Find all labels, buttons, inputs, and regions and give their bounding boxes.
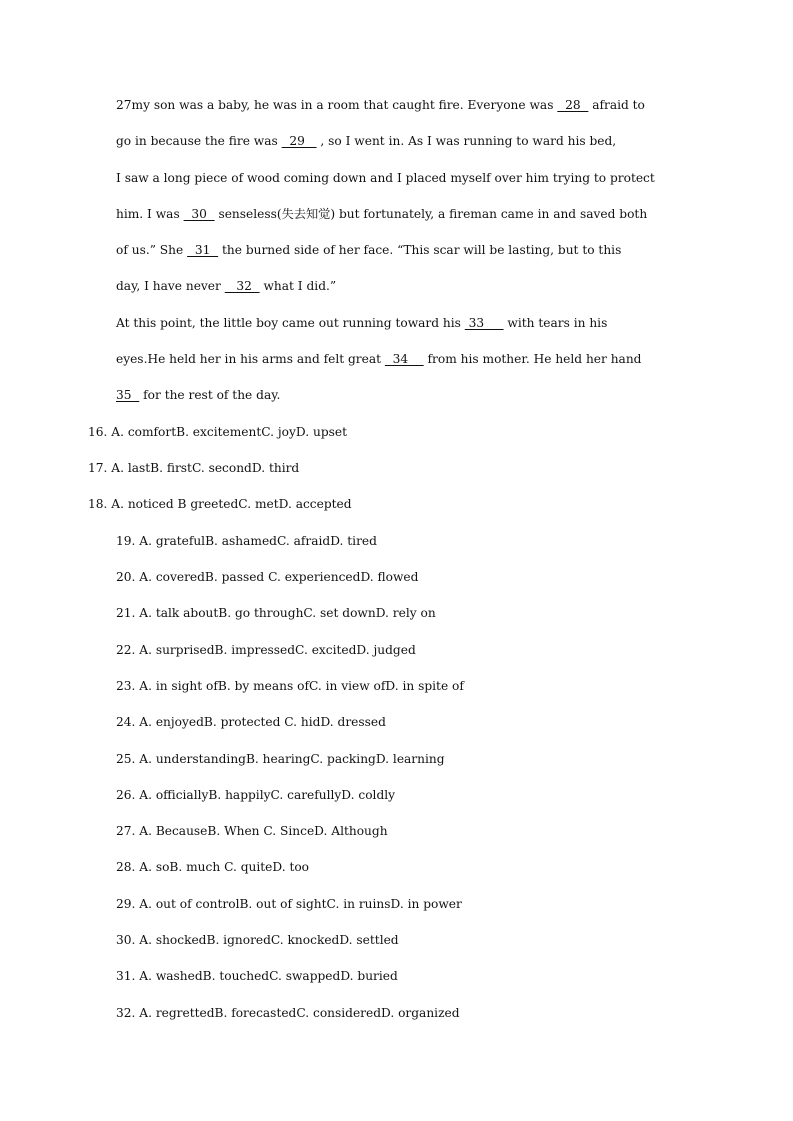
- question-item: [116, 640, 416, 660]
- question-number: 25.: [116, 752, 136, 766]
- answer-blank: 28: [557, 98, 589, 112]
- question-item: [88, 494, 352, 514]
- question-number: 23.: [116, 679, 136, 693]
- passage-text: with tears in his: [503, 316, 608, 330]
- passage-text: my son was a baby, he was in a room that caught fire. Everyone was: [131, 98, 558, 112]
- question-number: 32.: [116, 1006, 136, 1020]
- question-item: [116, 930, 399, 950]
- question-number: 18.: [88, 497, 108, 511]
- answer-blank: 33: [464, 316, 504, 330]
- passage-line: [116, 204, 696, 224]
- question-options: A. talk aboutB. go throughC. set downD. rely on: [139, 606, 436, 620]
- passage-text: for the rest of the day.: [139, 388, 281, 402]
- passage-line: [116, 313, 696, 333]
- question-item: [88, 422, 347, 442]
- passage-text: eyes.He held her in his arms and felt great: [116, 352, 385, 366]
- answer-blank: 30: [183, 207, 215, 221]
- passage-text: afraid to: [588, 98, 645, 112]
- passage-text: At this point, the little boy came out running toward his: [116, 316, 465, 330]
- answer-blank: 34: [384, 352, 424, 366]
- passage-text: 27: [116, 98, 132, 112]
- question-options: A. soB. much C. quiteD. too: [139, 860, 310, 874]
- question-number: 21.: [116, 606, 136, 620]
- question-number: 20.: [116, 570, 136, 584]
- question-options: A. BecauseB. When C. SinceD. Although: [139, 824, 388, 838]
- passage-text: of us.” She: [116, 243, 188, 257]
- question-number: 17.: [88, 461, 108, 475]
- question-number: 24.: [116, 715, 136, 729]
- question-options: A. shockedB. ignoredC. knockedD. settled: [139, 933, 399, 947]
- question-item: [116, 749, 445, 769]
- passage-text: go in because the fire was: [116, 134, 282, 148]
- question-item: [116, 821, 388, 841]
- question-options: A. out of controlB. out of sightC. in ruinsD. in power: [139, 897, 462, 911]
- passage-line: [116, 240, 696, 260]
- question-options: A. officiallyB. happilyC. carefullyD. coldly: [139, 788, 396, 802]
- answer-blank: 32: [224, 279, 260, 293]
- question-item: [116, 966, 398, 986]
- question-item: [116, 676, 464, 696]
- passage-line: [116, 385, 696, 405]
- question-options: A. enjoyedB. protected C. hidD. dressed: [139, 715, 386, 729]
- passage-text: senseless(失去知觉) but fortunately, a fireman came in and saved both: [214, 207, 648, 221]
- question-number: 27.: [116, 824, 136, 838]
- question-item: [116, 1003, 460, 1023]
- answer-blank: 35: [116, 388, 140, 402]
- passage-line: [116, 131, 696, 151]
- question-options: A. in sight ofB. by means ofC. in view ofD. in spite of: [139, 679, 464, 693]
- question-number: 29.: [116, 897, 136, 911]
- question-options: A. regrettedB. forecastedC. consideredD. organized: [139, 1006, 460, 1020]
- question-number: 22.: [116, 643, 136, 657]
- question-options: A. coveredB. passed C. experiencedD. flowed: [139, 570, 419, 584]
- question-options: A. gratefulB. ashamedC. afraidD. tired: [139, 534, 377, 548]
- question-item: [88, 458, 299, 478]
- question-options: A. surprisedB. impressedC. excitedD. judged: [139, 643, 416, 657]
- question-number: 16.: [88, 425, 108, 439]
- answer-blank: 31: [187, 243, 219, 257]
- passage-line: [116, 95, 696, 115]
- question-options: A. lastB. firstC. secondD. third: [111, 461, 300, 475]
- question-number: 19.: [116, 534, 136, 548]
- question-item: [116, 531, 377, 551]
- passage-line: [116, 349, 696, 369]
- question-item: [116, 894, 462, 914]
- question-options: A. washedB. touchedC. swappedD. buried: [139, 969, 398, 983]
- passage-text: the burned side of her face. “This scar will be lasting, but to this: [218, 243, 622, 257]
- question-item: [116, 603, 436, 623]
- passage-text: day, I have never: [116, 279, 225, 293]
- passage-line: [116, 276, 696, 296]
- passage-text: , so I went in. As I was running to ward his bed,: [316, 134, 617, 148]
- question-options: A. comfortB. excitementC. joyD. upset: [111, 425, 347, 439]
- question-item: [116, 567, 418, 587]
- passage-text: what I did.”: [259, 279, 337, 293]
- question-item: [116, 785, 395, 805]
- question-item: [116, 857, 309, 877]
- question-options: A. understandingB. hearingC. packingD. learning: [139, 752, 445, 766]
- question-number: 30.: [116, 933, 136, 947]
- question-number: 31.: [116, 969, 136, 983]
- passage-text: from his mother. He held her hand: [423, 352, 642, 366]
- passage-line: [116, 168, 696, 188]
- answer-blank: 29: [281, 134, 317, 148]
- question-item: [116, 712, 386, 732]
- question-options: A. noticed B greetedC. metD. accepted: [111, 497, 352, 511]
- passage-text: I saw a long piece of wood coming down and I placed myself over him trying to protect: [116, 171, 655, 185]
- question-number: 28.: [116, 860, 136, 874]
- passage-text: him. I was: [116, 207, 184, 221]
- question-number: 26.: [116, 788, 136, 802]
